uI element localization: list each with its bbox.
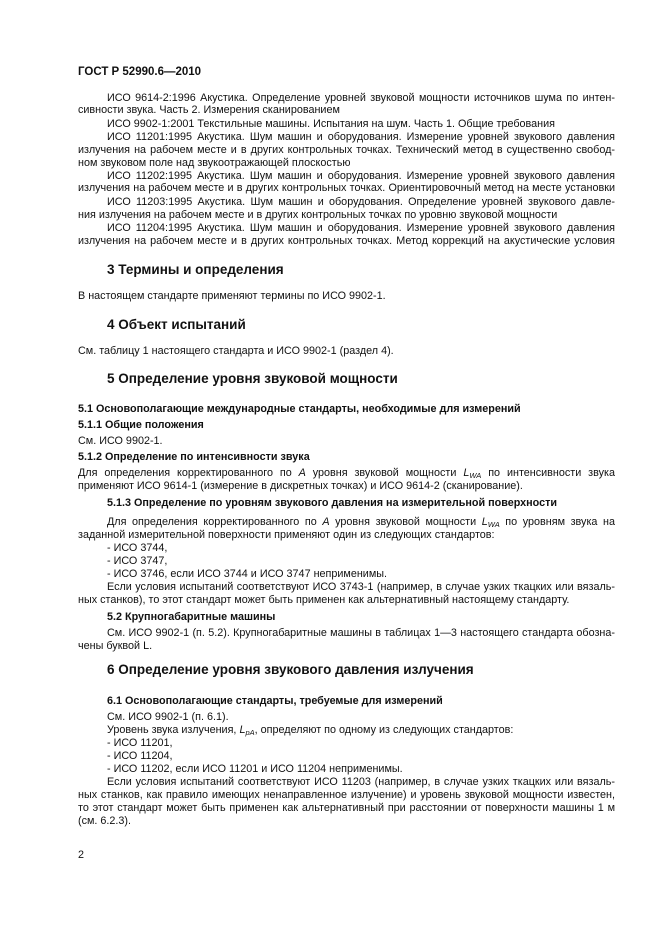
symbol-l: L (239, 724, 246, 736)
subscript-wa: WA (487, 520, 500, 529)
reference-line: ния излучения на рабочем месте и в других контрольных точках по уровню звуковой мощности (78, 209, 558, 221)
text: уровня звуковой мощности (305, 467, 464, 479)
text: , определяют по одному из следующих стандартов: (254, 724, 514, 736)
section-5-2-heading: 5.2 Крупногабаритные машины (107, 611, 276, 623)
text: по интенсивности звука (481, 467, 615, 479)
text: Для определения корректированного по (107, 516, 323, 528)
note-line: Если условия испытаний соответствуют ИСО 11203 (например, в случае узких ткацких или вязаль- (107, 776, 615, 788)
text: Уровень звука излучения, (107, 724, 240, 736)
section-5-2-line: См. ИСО 9902-1 (п. 5.2). Крупногабаритные машины в таблицах 1—3 настоящего стандарта обозна- (107, 627, 615, 639)
section-5-1-2-line: применяют ИСО 9614-1 (измерение в дискретных точках) и ИСО 9614-2 (сканирование). (78, 480, 523, 492)
section-5-1-2-line (78, 467, 615, 480)
section-5-1-3-heading: 5.1.3 Определение по уровням звукового давления на измерительной поверхности (107, 497, 558, 509)
list-item: - ИСО 11204, (107, 750, 173, 762)
symbol-l: L (463, 467, 470, 479)
reference-line: излучения на рабочем месте и в других контрольных точках. Технический метод в существенно свобод- (78, 144, 615, 156)
section-4-text: См. таблицу 1 настоящего стандарта и ИСО 9902-1 (раздел 4). (78, 345, 394, 357)
reference-line: излучения на рабочем месте и в других контрольных точках. Ориентировочный метод на месте установки (78, 182, 615, 194)
section-5-1-1-heading: 5.1.1 Общие положения (78, 419, 204, 431)
section-4-heading: 4 Объект испытаний (107, 317, 246, 332)
section-6-1-line (107, 724, 615, 737)
section-5-2-line: чены буквой L. (78, 640, 153, 652)
subscript-wa: WA (469, 471, 482, 480)
reference-line: сивности звука. Часть 2. Измерения сканированием (78, 104, 340, 116)
subscript-pa: pA (245, 728, 255, 737)
page-number: 2 (78, 849, 85, 861)
symbol-l: L (481, 516, 488, 528)
section-5-heading: 5 Определение уровня звуковой мощности (107, 371, 398, 386)
section-6-1-heading: 6.1 Основополагающие стандарты, требуемые для измерений (107, 695, 443, 707)
text: по уровням звука на (499, 516, 615, 528)
note-line: ных станков), то этот стандарт может быть применен как альтернативный настоящему стандарту. (78, 594, 570, 606)
reference-line: ИСО 9902-1:2001 Текстильные машины. Испытания на шум. Часть 1. Общие требования (107, 118, 555, 130)
note-line: то этот стандарт может быть применен как альтернативный при расстоянии от поверхности машины 1 м (78, 802, 615, 814)
section-5-1-2-heading: 5.1.2 Определение по интенсивности звука (78, 451, 310, 463)
reference-line: ном звуковом поле над звукоотражающей плоскостью (78, 157, 351, 169)
reference-line: ИСО 11201:1995 Акустика. Шум машин и оборудования. Измерение уровней звукового давления (107, 131, 615, 143)
reference-line: ИСО 11202:1995 Акустика. Шум машин и оборудования. Измерение уровней звукового давления (107, 170, 615, 182)
symbol-a: A (322, 516, 330, 528)
reference-line: ИСО 11203:1995 Акустика. Шум машин и оборудования. Определение уровней звукового давле- (107, 196, 615, 208)
reference-line: ИСО 11204:1995 Акустика. Шум машин и оборудования. Измерение уровней звукового давления (107, 222, 615, 234)
note-line: Если условия испытаний соответствуют ИСО 3743-1 (например, в случае узких ткацких или вязаль- (107, 581, 615, 593)
list-item: - ИСО 3746, если ИСО 3744 и ИСО 3747 неприменимы. (107, 568, 388, 580)
text: уровня звуковой мощности (329, 516, 482, 528)
list-item: - ИСО 3744, (107, 542, 168, 554)
list-item: - ИСО 11201, (107, 737, 173, 749)
list-item: - ИСО 11202, если ИСО 11201 и ИСО 11204 неприменимы. (107, 763, 403, 775)
document-header: ГОСТ Р 52990.6—2010 (78, 66, 202, 78)
section-3-heading: 3 Термины и определения (107, 262, 284, 277)
note-line: ных станков, как правило имеющих ненаправленное излучение) и уровень звуковой мощности известен, (78, 789, 615, 801)
reference-line: излучения на рабочем месте и в других контрольных точках. Метод коррекций на акустические условия (78, 235, 615, 247)
section-5-1-heading: 5.1 Основополагающие международные стандарты, необходимые для измерений (78, 403, 521, 415)
section-5-1-3-line (107, 516, 615, 529)
section-6-1-line: См. ИСО 9902-1 (п. 6.1). (107, 711, 229, 723)
section-6-heading: 6 Определение уровня звукового давления излучения (107, 662, 474, 677)
text: Для определения корректированного по (78, 467, 299, 479)
list-item: - ИСО 3747, (107, 555, 168, 567)
reference-line: ИСО 9614-2:1996 Акустика. Определение уровней звуковой мощности источников шума по интен- (107, 92, 615, 104)
note-line: (см. 6.2.3). (78, 815, 132, 827)
section-5-1-1-text: См. ИСО 9902-1. (78, 435, 163, 447)
symbol-a: A (298, 467, 306, 479)
section-5-1-3-line: заданной измерительной поверхности применяют один из следующих стандартов: (78, 529, 495, 541)
section-3-text: В настоящем стандарте применяют термины по ИСО 9902-1. (78, 290, 386, 302)
